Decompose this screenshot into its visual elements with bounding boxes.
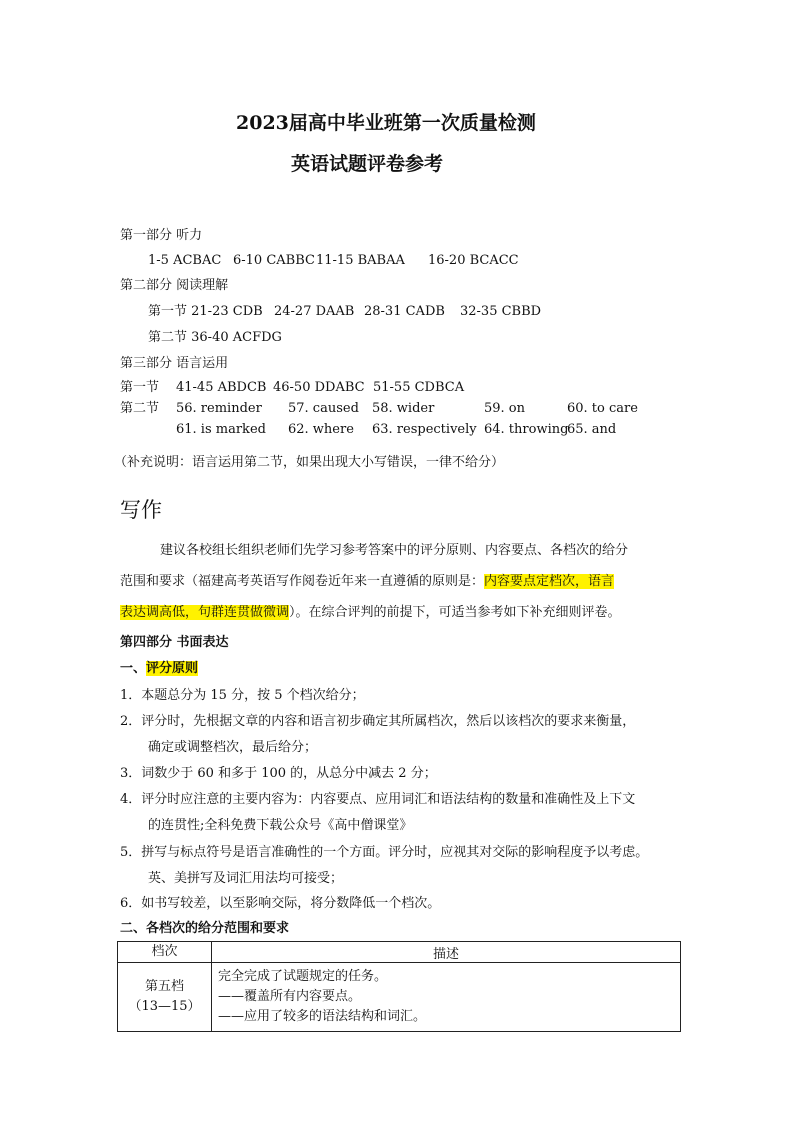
answer-item: 61. is marked xyxy=(176,422,266,437)
answer-group: 32-35 CBBD xyxy=(460,304,542,319)
part4-heading: 第四部分 书面表达 xyxy=(120,635,229,650)
description-line: ——覆盖所有内容要点。 xyxy=(218,989,362,1004)
supplement-note: （补充说明：语言运用第二节，如果出现大小写错误，一律不给分） xyxy=(114,455,505,470)
writing-paragraph-line xyxy=(120,605,621,621)
rule-item: 4．评分时应注意的主要内容为：内容要点、应用词汇和语法结构的数量和准确性及上下文 xyxy=(120,792,636,807)
table-header-level: 档次 xyxy=(118,942,212,963)
rule-item: 5．拼写与标点符号是语言准确性的一个方面。评分时，应视其对交际的影响程度予以考虑。 xyxy=(120,845,649,860)
part2-heading: 第二部分 阅读理解 xyxy=(120,278,229,293)
principles-prefix: 一、 xyxy=(120,661,147,676)
writing-heading: 写作 xyxy=(120,498,162,522)
levels-heading: 二、各档次的给分范围和要求 xyxy=(120,921,290,936)
answer-group: 28-31 CADB xyxy=(364,304,445,319)
answer-item: 65. and xyxy=(567,422,617,437)
principles-label: 评分原则 xyxy=(146,661,199,676)
answer-group: 1-5 ACBAC xyxy=(148,253,222,268)
answer-item: 60. to care xyxy=(567,401,638,416)
part3-heading: 第三部分 语言运用 xyxy=(120,356,229,371)
part1-heading: 第一部分 听力 xyxy=(120,228,203,243)
answer-group: 41-45 ABDCB xyxy=(176,380,267,395)
answer-group: 24-27 DAAB xyxy=(274,304,355,319)
section-label: 第一节 xyxy=(120,380,160,395)
rule-item: 6．如书写较差，以至影响交际，将分数降低一个档次。 xyxy=(120,896,441,911)
answer-group: 51-55 CDBCA xyxy=(373,380,465,395)
answer-item: 63. respectively xyxy=(372,422,477,437)
table-header-row xyxy=(118,942,681,963)
answer-item: 58. wider xyxy=(372,401,435,416)
answer-item: 59. on xyxy=(484,401,526,416)
highlighted-principle: 表达调高低，句群连贯做微调 xyxy=(120,605,290,620)
table-row xyxy=(118,963,681,1032)
writing-text: ）。在综合评判的前提下，可适当参考如下补充细则评卷。 xyxy=(289,605,621,620)
writing-paragraph-line: 建议各校组长组织老师们先学习参考答案中的评分原则、内容要点、各档次的给分 xyxy=(160,543,629,558)
rule-item: 1．本题总分为 15 分，按 5 个档次给分； xyxy=(120,688,365,703)
description-cell xyxy=(212,963,681,1032)
answer-item: 57. caused xyxy=(288,401,359,416)
rule-item-continued: 确定或调整档次，最后给分； xyxy=(148,740,318,755)
answer-group: 第二节 36-40 ACFDG xyxy=(148,330,282,345)
answer-group: 6-10 CABBC xyxy=(233,253,315,268)
rule-item-continued: 英、美拼写及词汇用法均可接受； xyxy=(148,871,344,886)
writing-paragraph-line xyxy=(120,574,614,590)
answer-item: 56. reminder xyxy=(176,401,262,416)
page-subtitle: 英语试题评卷参考 xyxy=(291,153,444,175)
description-line: ——应用了较多的语法结构和词汇。 xyxy=(218,1009,427,1024)
grade-table xyxy=(117,941,681,1032)
answer-group: 11-15 BABAA xyxy=(316,253,405,268)
table-header-description: 描述 xyxy=(212,942,681,963)
rule-item: 3．词数少于 60 和多于 100 的，从总分中减去 2 分； xyxy=(120,766,437,781)
answer-group: 16-20 BCACC xyxy=(428,253,519,268)
page-title: 2023届高中毕业班第一次质量检测 xyxy=(236,112,536,134)
section-label: 第二节 xyxy=(120,401,160,416)
level-cell xyxy=(118,963,212,1032)
rule-item: 2．评分时，先根据文章的内容和语言初步确定其所属档次，然后以该档次的要求来衡量， xyxy=(120,714,636,729)
description-line: 完全完成了试题规定的任务。 xyxy=(218,969,388,984)
answer-group: 第一节 21-23 CDB xyxy=(148,304,263,319)
answer-item: 62. where xyxy=(288,422,354,437)
principles-heading xyxy=(120,661,198,677)
rule-item-continued: 的连贯性;全科免费下载公众号《高中僧课堂》 xyxy=(148,818,413,833)
writing-text: 范围和要求（福建高考英语写作阅卷近年来一直遵循的原则是： xyxy=(120,574,485,589)
level-name: 第五档 xyxy=(144,979,184,994)
highlighted-principle: 内容要点定档次，语言 xyxy=(484,574,615,589)
answer-group: 46-50 DDABC xyxy=(273,380,365,395)
answer-item: 64. throwing xyxy=(484,422,569,437)
level-range: （13—15） xyxy=(128,999,201,1014)
